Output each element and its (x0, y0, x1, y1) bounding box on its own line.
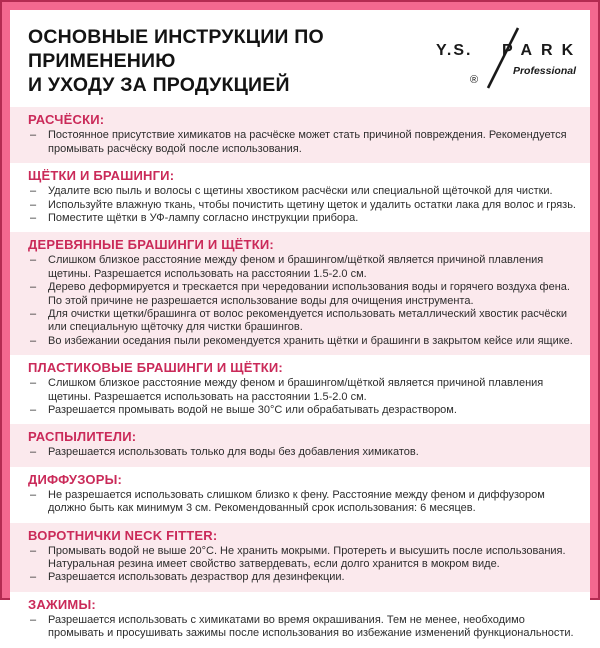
section-bullets (28, 614, 580, 641)
logo-park-text: PARK (502, 42, 583, 59)
bullet-dash: – (30, 185, 37, 198)
instruction-section (10, 424, 590, 466)
section-bullets (28, 377, 580, 417)
instruction-text: Разрешается промывать водой не выше 30°C или обрабатывать дезраствором. (48, 404, 457, 417)
section-heading: ДЕРЕВЯННЫЕ БРАШИНГИ И ЩЁТКИ: (28, 237, 274, 253)
bullet-dash: – (30, 404, 37, 417)
instruction-text: Используйте влажную ткань, чтобы почистить щетину щеток и удалить остатки лака для волос и грязь. (48, 198, 576, 211)
bullet-dash: – (30, 129, 37, 142)
instruction-section (10, 163, 590, 232)
instruction-item (28, 185, 580, 198)
bullet-dash: – (30, 377, 37, 390)
bullet-dash: – (30, 254, 37, 267)
instruction-text: Разрешается использовать с химикатами во время окрашивания. Тем не менее, необходимо промывать и просушивать зажимы после использования во избежание изменений функциональности. (48, 613, 574, 640)
instruction-item (28, 377, 580, 404)
section-heading: ЩЁТКИ И БРАШИНГИ: (28, 168, 175, 184)
bullet-dash: – (30, 308, 37, 320)
instruction-item (28, 489, 580, 516)
instruction-text: Слишком близкое расстояние между феном и брашингом/щёткой является причиной плавления щетины. Разрешается использовать на расстоянии 1.5-2.0 см. (48, 377, 544, 403)
document-header (10, 10, 590, 107)
bullet-dash: – (30, 198, 37, 211)
instruction-item (28, 545, 580, 572)
document-content (10, 10, 590, 640)
section-heading: ПЛАСТИКОВЫЕ БРАШИНГИ И ЩЁТКИ: (28, 360, 283, 376)
section-bullets (28, 489, 580, 516)
instruction-item (28, 614, 580, 641)
section-bullets (28, 185, 580, 225)
page-title-line2: И УХОДУ ЗА ПРОДУКЦИЕЙ (28, 73, 290, 96)
logo-ys-text: Y.S. (436, 42, 473, 59)
instruction-text: Удалите всю пыль и волосы с щетины хвостиком расчёски или специальной щёточкой для чистки. (48, 185, 553, 198)
section-heading: ЗАЖИМЫ: (28, 596, 96, 612)
instruction-item (28, 281, 580, 308)
section-bullets (28, 545, 580, 585)
instruction-item (28, 571, 580, 584)
section-heading: РАСЧЁСКИ: (28, 112, 105, 128)
instruction-text: Слишком близкое расстояние между феном и брашингом/щёткой является причиной плавления щетины. Разрешается использовать на расстоянии 1.5-2.0 см. (48, 254, 544, 280)
instruction-text: Во избежании оседания пыли рекомендуется хранить щётки и брашинги в закрытом кейсе или ящике. (48, 334, 573, 347)
instruction-section (10, 523, 590, 592)
section-bullets (28, 446, 580, 459)
instruction-text: Промывать водой не выше 20°C. Не хранить мокрыми. Протереть и высушить после использования. Натуральная резина имеет свойство затвердевать, если долго хранится в мокром виде. (48, 544, 566, 571)
instruction-item (28, 212, 580, 225)
page-title (28, 26, 424, 97)
bullet-dash: – (30, 544, 37, 557)
instruction-text: Постоянное присутствие химикатов на расчёске может стать причиной повреждения. Рекомендуется промывать расчёску водой после использования. (48, 129, 567, 155)
instruction-text: Поместите щётки в УФ-лампу согласно инструкции прибора. (48, 211, 359, 224)
logo-professional-text: Professional (512, 65, 576, 77)
bullet-dash: – (30, 613, 37, 626)
ys-park-logo (424, 28, 583, 90)
instruction-text: Дерево деформируется и трескается при чередовании использования воды и горячего воздуха фена. По этой причине не разрешается использование воды для очищения инструмента. (48, 281, 570, 307)
section-heading: ДИФФУЗОРЫ: (28, 471, 123, 487)
bullet-dash: – (30, 571, 37, 584)
instruction-section (10, 232, 590, 355)
instruction-item (28, 335, 580, 348)
instruction-section (10, 467, 590, 523)
instruction-section (10, 107, 590, 163)
instruction-text: Не разрешается использовать слишком близко к фену. Расстояние между феном и диффузором должно быть как минимум 3 см. Рекомендованный срок использования: 6 месяцев. (48, 488, 545, 515)
bullet-dash: – (30, 446, 37, 459)
bullet-dash: – (30, 488, 37, 501)
instruction-section (10, 592, 590, 648)
instruction-text: Разрешается использовать только для воды без добавления химикатов. (48, 446, 419, 459)
page-title-line1: ОСНОВНЫЕ ИНСТРУКЦИИ ПО ПРИМЕНЕНИЮ (28, 26, 324, 72)
instruction-item (28, 404, 580, 417)
instruction-item (28, 254, 580, 281)
instruction-text: Для очистки щетки/брашинга от волос рекомендуется использовать металлический хвостик расчёски или специальную щёточку для чистки брашингов. (48, 308, 567, 334)
bullet-dash: – (30, 334, 37, 347)
section-bullets (28, 254, 580, 348)
instruction-item (28, 199, 580, 212)
instruction-item (28, 308, 580, 335)
instruction-section (10, 355, 590, 424)
bullet-dash: – (30, 211, 37, 224)
instruction-item (28, 129, 580, 156)
instruction-sections (10, 107, 590, 647)
instruction-text: Разрешается использовать дезраствор для дезинфекции. (48, 571, 345, 584)
registered-trademark-icon: ® (470, 74, 479, 86)
instruction-item (28, 446, 580, 459)
bullet-dash: – (30, 281, 37, 294)
section-heading: РАСПЫЛИТЕЛИ: (28, 429, 137, 445)
section-heading: ВОРОТНИЧКИ NECK FITTER: (28, 527, 218, 543)
section-bullets (28, 129, 580, 156)
